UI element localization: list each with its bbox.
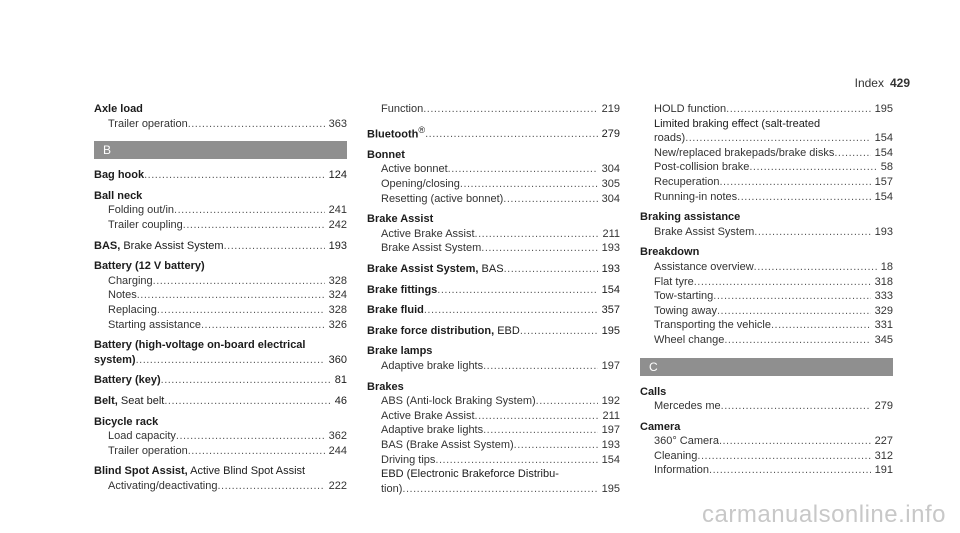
- page-ref[interactable]: 227: [874, 435, 893, 448]
- sub-entry-label: 360° Camera: [654, 435, 719, 448]
- page-ref[interactable]: 360: [328, 353, 347, 366]
- page-ref[interactable]: 18: [880, 260, 893, 273]
- sub-entry-label: Active Brake Assist: [381, 227, 475, 240]
- sub-entry-label: BAS (Brake Assist System): [381, 438, 514, 451]
- page-ref[interactable]: 279: [601, 128, 620, 141]
- page-ref[interactable]: 305: [601, 178, 620, 191]
- page-ref[interactable]: 357: [601, 304, 620, 317]
- index-entry: [367, 324, 620, 339]
- entry-heading: Brake fluid: [367, 304, 424, 317]
- page-ref[interactable]: 197: [601, 359, 620, 372]
- entry-heading: Battery (12 V battery): [94, 260, 205, 273]
- entry-heading: Bluetooth: [367, 128, 419, 141]
- index-entry: [367, 212, 620, 256]
- entry-heading: Brake force distribution,: [367, 324, 495, 337]
- page-ref[interactable]: 193: [874, 225, 893, 238]
- sub-entry-label: Limited braking effect (salt-treated: [654, 117, 821, 130]
- section-letter-b: B: [94, 141, 347, 159]
- registered-mark: ®: [418, 124, 426, 135]
- sub-entry-label-cont: tion): [381, 482, 403, 495]
- page-ref[interactable]: 242: [328, 218, 347, 231]
- page-ref[interactable]: 304: [601, 192, 620, 205]
- index-entry-continued: [640, 102, 893, 204]
- entry-heading: Bicycle rack: [94, 415, 159, 428]
- page-ref[interactable]: 211: [602, 409, 620, 422]
- sub-entry-label: EBD (Electronic Brakeforce Distribu-: [381, 468, 559, 481]
- index-entry: [367, 262, 620, 277]
- index-entry: [94, 102, 347, 131]
- entry-heading: Battery (key): [94, 374, 161, 387]
- entry-heading: Ball neck: [94, 189, 143, 202]
- sub-entry-label: Transporting the vehicle: [654, 319, 771, 332]
- page-ref[interactable]: 211: [602, 227, 620, 240]
- entry-suffix: Brake Assist System: [120, 239, 224, 252]
- index-entry: [367, 303, 620, 318]
- page-ref[interactable]: 81: [334, 374, 347, 387]
- sub-entry-label: Active Brake Assist: [381, 409, 475, 422]
- entry-heading: Blind Spot Assist,: [94, 465, 188, 478]
- entry-heading: Brakes: [367, 380, 404, 393]
- index-entry: [640, 385, 893, 414]
- page-ref[interactable]: 318: [874, 275, 893, 288]
- entry-heading: Battery (high-voltage on-board electrical: [94, 339, 306, 352]
- header-title: Index: [854, 76, 884, 90]
- entry-heading: Brake Assist: [367, 213, 434, 226]
- page-ref[interactable]: 193: [601, 242, 620, 255]
- index-entry: [367, 123, 620, 142]
- index-column-1: [94, 102, 347, 499]
- sub-entry-label: Opening/closing: [381, 178, 460, 191]
- index-entry: [94, 239, 347, 254]
- page-number: 429: [889, 76, 910, 90]
- page-ref[interactable]: 157: [874, 175, 893, 188]
- page-ref[interactable]: 195: [601, 482, 620, 495]
- page-ref[interactable]: 244: [328, 444, 347, 457]
- entry-heading: Camera: [640, 420, 681, 433]
- page-ref[interactable]: 326: [328, 318, 347, 331]
- index-entry: [94, 464, 347, 493]
- sub-entry-label: Brake Assist System: [654, 225, 755, 238]
- index-entry: [94, 394, 347, 409]
- index-entry: [94, 189, 347, 233]
- sub-entry-label: Charging: [108, 274, 153, 287]
- index-entry: [367, 380, 620, 497]
- entry-heading: Braking assistance: [640, 211, 741, 224]
- entry-heading: BAS,: [94, 239, 121, 252]
- entry-heading: Brake fittings: [367, 283, 438, 296]
- sub-entry-label: Assistance overview: [654, 260, 754, 273]
- watermark: carmanualsonline.info: [702, 501, 946, 528]
- index-column-3: [640, 102, 893, 484]
- index-entry: [367, 148, 620, 206]
- entry-suffix: Seat belt: [117, 394, 165, 407]
- page-ref[interactable]: 345: [874, 333, 893, 346]
- sub-entry-label: Adaptive brake lights: [381, 359, 484, 372]
- page-ref[interactable]: 331: [874, 319, 893, 332]
- index-entry: [94, 338, 347, 367]
- page-ref[interactable]: 324: [328, 289, 347, 302]
- sub-entry-label: Notes: [108, 289, 137, 302]
- index-entry: [640, 245, 893, 347]
- page-ref[interactable]: 222: [328, 479, 347, 492]
- sub-entry-label: Active bonnet: [381, 163, 448, 176]
- sub-entry-label: Resetting (active bonnet): [381, 192, 504, 205]
- page-ref[interactable]: 193: [601, 438, 620, 451]
- sub-entry-label: Trailer coupling: [108, 218, 183, 231]
- sub-entry-label: Folding out/in: [108, 204, 175, 217]
- sub-entry-label: Recuperation: [654, 175, 720, 188]
- sub-entry-label: Trailer operation: [108, 444, 188, 457]
- entry-heading: Calls: [640, 385, 667, 398]
- sub-entry-label: Function: [381, 103, 424, 115]
- entry-suffix: BAS: [478, 263, 504, 275]
- page-ref[interactable]: 328: [328, 303, 347, 316]
- sub-entry-label: Replacing: [108, 303, 157, 316]
- sub-entry-label: New/replaced brakepads/brake disks: [654, 146, 835, 159]
- page-ref[interactable]: 154: [874, 146, 893, 159]
- page-ref[interactable]: 124: [328, 169, 347, 182]
- sub-entry-label: HOLD function: [654, 103, 727, 115]
- page-ref[interactable]: 219: [601, 103, 620, 115]
- sub-entry-label: Wheel change: [654, 333, 725, 346]
- index-entry: [640, 420, 893, 478]
- index-entry: [367, 344, 620, 373]
- index-entry: [94, 259, 347, 332]
- index-entry: [94, 415, 347, 459]
- entry-heading: Belt,: [94, 394, 118, 407]
- page-ref[interactable]: 329: [874, 304, 893, 317]
- page-ref[interactable]: 333: [874, 290, 893, 303]
- section-letter-c: C: [640, 358, 893, 376]
- page-ref[interactable]: 363: [328, 117, 347, 130]
- sub-entry-label: Trailer operation: [108, 117, 188, 130]
- sub-entry-label: Flat tyre: [654, 275, 694, 288]
- entry-heading: Brake lamps: [367, 345, 433, 358]
- sub-entry-label: Mercedes me: [654, 400, 721, 413]
- sub-entry-label: Tow-starting: [654, 290, 714, 303]
- page-ref[interactable]: 58: [880, 161, 893, 174]
- page-ref[interactable]: 154: [601, 283, 620, 296]
- page-ref[interactable]: 193: [601, 263, 620, 275]
- sub-entry-label: Brake Assist System: [381, 242, 482, 255]
- index-entry: [94, 168, 347, 183]
- sub-entry-label: Running-in notes: [654, 190, 738, 203]
- index-column-2: [367, 102, 620, 502]
- sub-entry-label: Adaptive brake lights: [381, 424, 484, 437]
- page-ref[interactable]: 193: [328, 239, 347, 252]
- sub-entry-label: Activating/deactivating: [108, 479, 218, 492]
- page-ref[interactable]: 312: [874, 449, 893, 462]
- entry-heading: Axle load: [94, 103, 143, 115]
- entry-suffix: EBD: [494, 324, 520, 337]
- page-ref[interactable]: 195: [601, 324, 620, 337]
- sub-entry-label: Cleaning: [654, 449, 698, 462]
- page-ref[interactable]: 197: [601, 424, 620, 437]
- entry-heading: Bag hook: [94, 169, 145, 182]
- entry-heading: Brake Assist System,: [367, 263, 479, 275]
- page-ref[interactable]: 328: [328, 274, 347, 287]
- page-ref[interactable]: 241: [328, 204, 347, 217]
- sub-entry-label: Driving tips: [381, 453, 436, 466]
- page-ref[interactable]: 154: [601, 453, 620, 466]
- sub-entry-label: Load capacity: [108, 430, 176, 443]
- page-ref[interactable]: 46: [334, 394, 347, 407]
- entry-suffix: Active Blind Spot Assist: [187, 465, 306, 478]
- sub-entry-label: Starting assistance: [108, 318, 201, 331]
- index-entry: [94, 373, 347, 388]
- entry-heading: Bonnet: [367, 148, 405, 161]
- sub-entry-label: Information: [654, 464, 710, 477]
- page-header: [855, 76, 910, 90]
- page-ref[interactable]: 191: [874, 464, 893, 477]
- entry-heading-cont: system): [94, 353, 136, 366]
- page-ref[interactable]: 362: [328, 430, 347, 443]
- page-ref[interactable]: 192: [601, 395, 620, 408]
- index-entry: [640, 210, 893, 239]
- entry-heading: Breakdown: [640, 246, 700, 259]
- sub-entry-label: Post-collision brake: [654, 161, 750, 174]
- page-ref[interactable]: 279: [874, 400, 893, 413]
- sub-entry-label: Towing away: [654, 304, 717, 317]
- page-ref[interactable]: 195: [874, 103, 893, 115]
- index-entry-continued: [367, 102, 620, 117]
- page-ref[interactable]: 154: [874, 190, 893, 203]
- sub-entry-label-cont: roads): [654, 132, 686, 145]
- index-entry: [367, 283, 620, 298]
- page-ref[interactable]: 154: [874, 132, 893, 145]
- sub-entry-label: ABS (Anti-lock Braking System): [381, 395, 536, 408]
- page-ref[interactable]: 304: [601, 163, 620, 176]
